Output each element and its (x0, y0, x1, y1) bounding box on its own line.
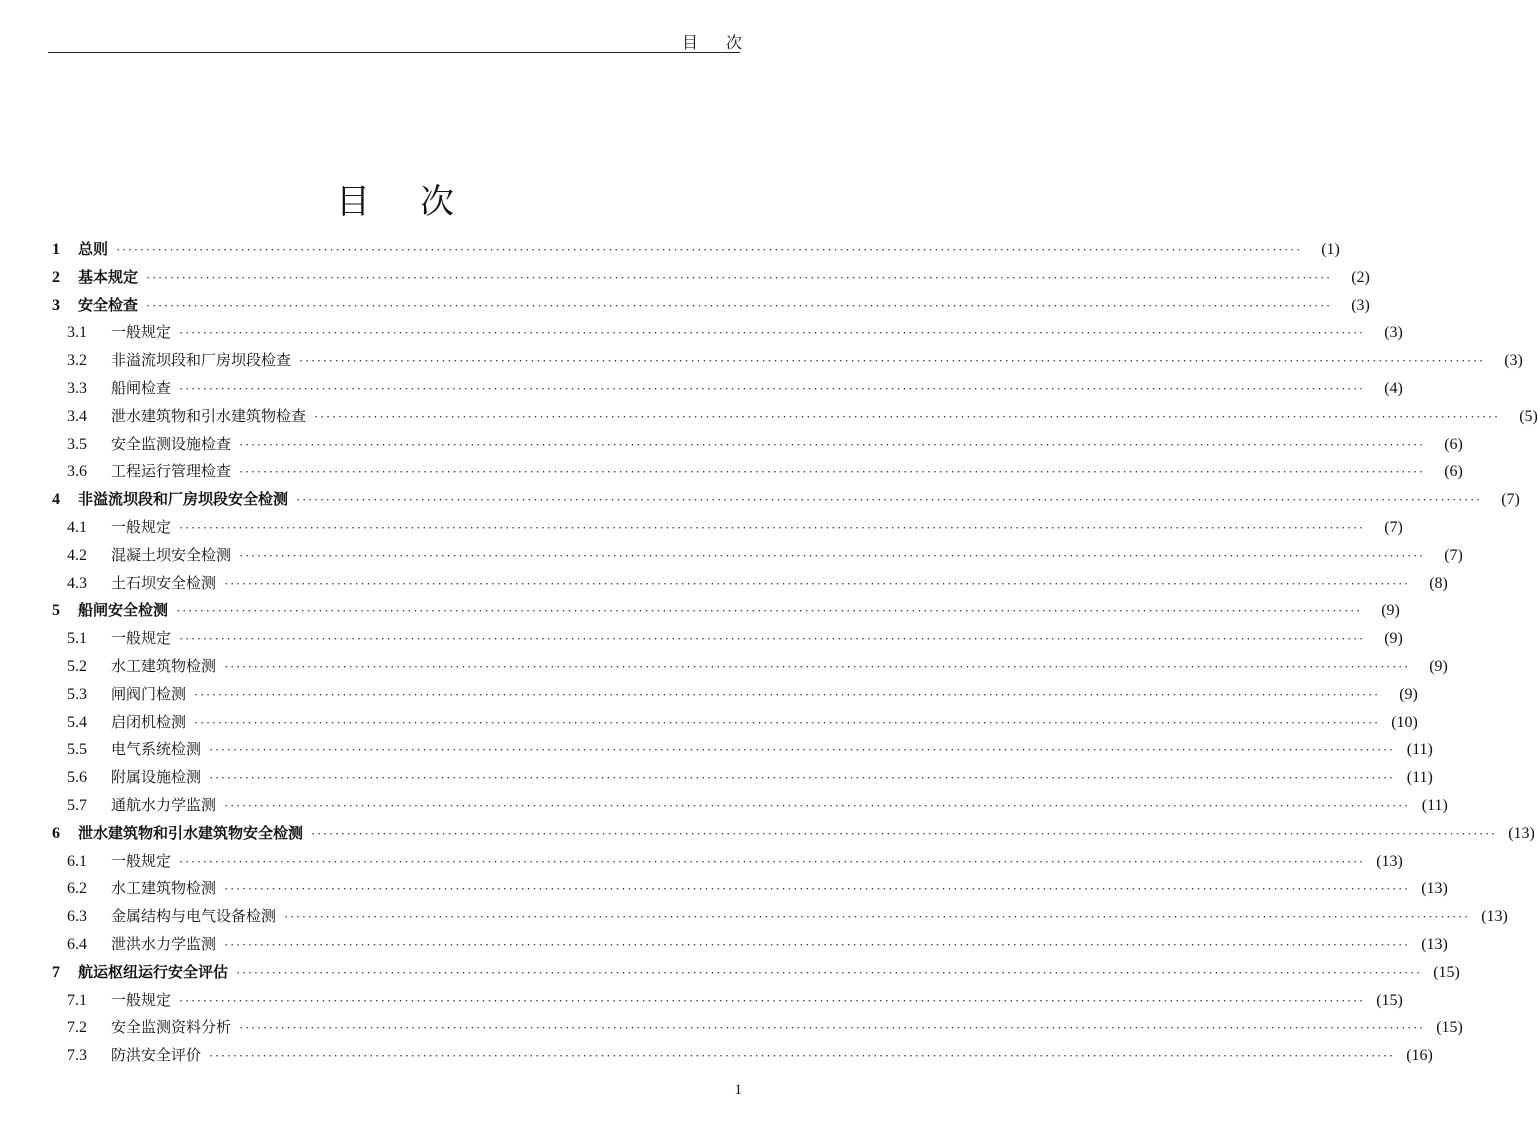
dot-leader: ········································································································································································································ (146, 297, 1332, 313)
dot-leader: ········································································································································································································ (224, 658, 1410, 674)
toc-entry[interactable] (52, 792, 1448, 820)
toc-entry[interactable] (52, 236, 1340, 264)
toc-entry-number: 5.6 (67, 769, 87, 787)
toc-entry-page: (9) (1399, 685, 1418, 703)
toc-entry-label: 通航水力学监测 (111, 795, 217, 814)
dot-leader: ········································································································································································································ (236, 964, 1422, 980)
toc-entry-number: 3.2 (67, 352, 87, 370)
dot-leader: ········································································································································································································ (239, 464, 1425, 480)
dot-leader: ········································································································································································································ (179, 992, 1365, 1008)
toc-entry-number: 4 (52, 491, 60, 509)
toc-entry[interactable] (52, 292, 1370, 320)
toc-entry-page: (6) (1444, 435, 1463, 453)
toc-entry[interactable] (52, 959, 1460, 987)
toc-entry-page: (11) (1406, 769, 1433, 787)
dot-leader: ········································································································································································································ (179, 325, 1365, 341)
toc-entry-page: (3) (1504, 352, 1523, 370)
dot-leader: ········································································································································································································ (224, 881, 1410, 897)
toc-entry-page: (10) (1391, 713, 1418, 731)
toc-entry[interactable] (52, 931, 1448, 959)
toc-entry[interactable] (52, 987, 1403, 1015)
toc-entry-page: (9) (1429, 657, 1448, 675)
toc-entry[interactable] (52, 625, 1403, 653)
toc-entry-label: 一般规定 (111, 517, 172, 536)
toc-entry[interactable] (52, 848, 1403, 876)
dot-leader: ········································································································································································································ (239, 436, 1425, 452)
toc-entry-label: 水工建筑物检测 (111, 656, 217, 675)
toc-entry-number: 7.3 (67, 1047, 87, 1065)
toc-entry-page: (6) (1444, 463, 1463, 481)
dot-leader: ········································································································································································································ (179, 519, 1365, 535)
toc-entry[interactable] (52, 347, 1523, 375)
toc-entry-page: (13) (1481, 908, 1508, 926)
toc-entry[interactable] (52, 597, 1400, 625)
toc-entry-page: (15) (1436, 1019, 1463, 1037)
toc-entry-label: 泄洪水力学监测 (111, 934, 217, 953)
toc-entry[interactable] (52, 403, 1538, 431)
toc-entry-label: 泄水建筑物和引水建筑物检查 (111, 406, 307, 425)
dot-leader: ········································································································································································································ (314, 408, 1500, 424)
toc-entry-number: 6.2 (67, 880, 87, 898)
toc-entry[interactable] (52, 903, 1508, 931)
toc-entry-number: 4.2 (67, 546, 87, 564)
toc-entry-number: 5.2 (67, 657, 87, 675)
dot-leader: ········································································································································································································ (296, 492, 1482, 508)
toc-entry-page: (5) (1519, 407, 1538, 425)
toc-entry-label: 一般规定 (111, 851, 172, 870)
toc-entry[interactable] (52, 820, 1535, 848)
toc-entry-label: 闸阀门检测 (111, 684, 187, 703)
toc-entry[interactable] (52, 875, 1448, 903)
toc-entry-label: 总则 (78, 240, 109, 258)
dot-leader: ········································································································································································································ (239, 547, 1425, 563)
toc-entry-number: 6.1 (67, 852, 87, 870)
dot-leader: ········································································································································································································ (311, 825, 1497, 841)
toc-entry-number: 5.4 (67, 713, 87, 731)
toc-entry[interactable] (52, 1014, 1463, 1042)
toc-entry-label: 安全监测资料分析 (111, 1018, 232, 1037)
toc-entry-label: 安全检查 (78, 295, 139, 314)
toc-entry[interactable] (52, 709, 1418, 737)
toc-entry-number: 1 (52, 241, 60, 258)
toc-entry-page: (9) (1381, 602, 1400, 620)
toc-entry-label: 泄水建筑物和引水建筑物安全检测 (78, 823, 304, 842)
dot-leader: ········································································································································································································ (209, 770, 1395, 786)
toc-entry-number: 5.3 (67, 685, 87, 703)
dot-leader: ········································································································································································································ (209, 1048, 1395, 1064)
toc-entry-page: (13) (1376, 852, 1403, 870)
dot-leader: ········································································································································································································ (176, 603, 1362, 619)
toc-entry-number: 6 (52, 824, 60, 842)
toc-entry[interactable] (52, 264, 1370, 292)
toc-entry-page: (11) (1421, 796, 1448, 814)
toc-entry-label: 航运枢纽运行安全评估 (78, 962, 229, 981)
toc-entry-number: 5.1 (67, 630, 87, 648)
toc-entry[interactable] (52, 1042, 1433, 1070)
toc-entry[interactable] (52, 319, 1403, 347)
toc-entry-number: 5.5 (67, 741, 87, 759)
toc-entry-label: 附属设施检测 (111, 768, 202, 787)
toc-entry-number: 3.3 (67, 379, 87, 397)
toc-entry[interactable] (52, 653, 1448, 681)
toc-entry[interactable] (52, 681, 1418, 709)
toc-entry-label: 非溢流坝段和厂房坝段检查 (111, 351, 292, 370)
dot-leader: ········································································································································································································ (116, 242, 1302, 257)
toc-entry-label: 混凝土坝安全检测 (111, 545, 232, 564)
toc-entry-number: 4.1 (67, 518, 87, 536)
toc-entry-page: (3) (1384, 324, 1403, 342)
running-header-title: 目次 (681, 33, 770, 52)
toc-entry-page: (1) (1321, 241, 1340, 258)
toc-entry-number: 4.3 (67, 574, 87, 592)
toc-entry[interactable] (52, 458, 1463, 486)
toc-entry-page: (8) (1429, 574, 1448, 592)
toc-entry-label: 水工建筑物检测 (111, 879, 217, 898)
toc-entry-page: (15) (1376, 991, 1403, 1009)
toc-entry[interactable] (52, 514, 1403, 542)
toc-entry-label: 非溢流坝段和厂房坝段安全检测 (78, 490, 289, 509)
toc-entry-number: 7 (52, 963, 60, 981)
toc-entry-label: 船闸检查 (111, 378, 172, 397)
toc-entry[interactable] (52, 764, 1433, 792)
dot-leader: ········································································································································································································ (194, 714, 1380, 730)
toc-entry-page: (11) (1406, 741, 1433, 759)
toc-entry-label: 工程运行管理检查 (111, 462, 232, 481)
toc-entry-page: (4) (1384, 379, 1403, 397)
toc-entry-number: 5 (52, 602, 60, 620)
toc-entry-label: 一般规定 (111, 990, 172, 1009)
table-of-contents (52, 236, 1538, 1070)
toc-entry-number: 3.6 (67, 463, 87, 481)
page-title: 目次 (336, 182, 504, 222)
toc-entry[interactable] (52, 736, 1433, 764)
toc-entry[interactable] (52, 570, 1448, 598)
toc-entry-number: 7.1 (67, 991, 87, 1009)
toc-entry-label: 启闭机检测 (111, 712, 187, 731)
toc-entry-number: 3 (52, 296, 60, 314)
toc-entry-page: (2) (1351, 268, 1370, 286)
dot-leader: ········································································································································································································ (179, 631, 1365, 647)
dot-leader: ········································································································································································································ (146, 269, 1332, 285)
dot-leader: ········································································································································································································ (224, 936, 1410, 952)
dot-leader: ········································································································································································································ (284, 909, 1470, 925)
toc-entry-number: 6.3 (67, 908, 87, 926)
dot-leader: ········································································································································································································ (224, 575, 1410, 591)
toc-entry-page: (13) (1421, 880, 1448, 898)
toc-entry[interactable] (52, 431, 1463, 459)
toc-entry[interactable] (52, 542, 1463, 570)
toc-entry-number: 3.1 (67, 324, 87, 342)
toc-entry-number: 6.4 (67, 935, 87, 953)
dot-leader: ········································································································································································································ (224, 797, 1410, 813)
toc-entry-page: (7) (1384, 518, 1403, 536)
toc-entry-page: (7) (1501, 491, 1520, 509)
toc-entry-page: (9) (1384, 630, 1403, 648)
toc-entry-label: 防洪安全评价 (111, 1046, 202, 1065)
toc-entry[interactable] (52, 375, 1403, 403)
toc-entry-page: (3) (1351, 296, 1370, 314)
toc-entry-label: 安全监测设施检查 (111, 434, 232, 453)
toc-entry-label: 一般规定 (111, 629, 172, 648)
toc-entry-number: 2 (52, 268, 60, 286)
toc-entry-label: 船闸安全检测 (78, 601, 169, 620)
toc-entry-label: 基本规定 (78, 267, 139, 286)
toc-entry-page: (16) (1406, 1047, 1433, 1065)
toc-entry-number: 7.2 (67, 1019, 87, 1037)
toc-entry-number: 3.4 (67, 407, 87, 425)
toc-entry-page: (15) (1433, 963, 1460, 981)
toc-entry-label: 金属结构与电气设备检测 (111, 907, 277, 926)
toc-entry-page: (13) (1508, 824, 1535, 842)
dot-leader: ········································································································································································································ (209, 742, 1395, 758)
header-rule (48, 52, 740, 53)
toc-entry-number: 3.5 (67, 435, 87, 453)
toc-entry-number: 5.7 (67, 796, 87, 814)
toc-entry-page: (13) (1421, 935, 1448, 953)
toc-entry[interactable] (52, 486, 1520, 514)
toc-entry-label: 电气系统检测 (111, 740, 202, 759)
dot-leader: ········································································································································································································ (179, 853, 1365, 869)
dot-leader: ········································································································································································································ (179, 380, 1365, 396)
page-number: 1 (734, 1082, 742, 1098)
dot-leader: ········································································································································································································ (299, 353, 1485, 369)
dot-leader: ········································································································································································································ (194, 686, 1380, 702)
toc-entry-label: 一般规定 (111, 323, 172, 342)
toc-entry-page: (7) (1444, 546, 1463, 564)
dot-leader: ········································································································································································································ (239, 1020, 1425, 1036)
toc-entry-label: 土石坝安全检测 (111, 573, 217, 592)
